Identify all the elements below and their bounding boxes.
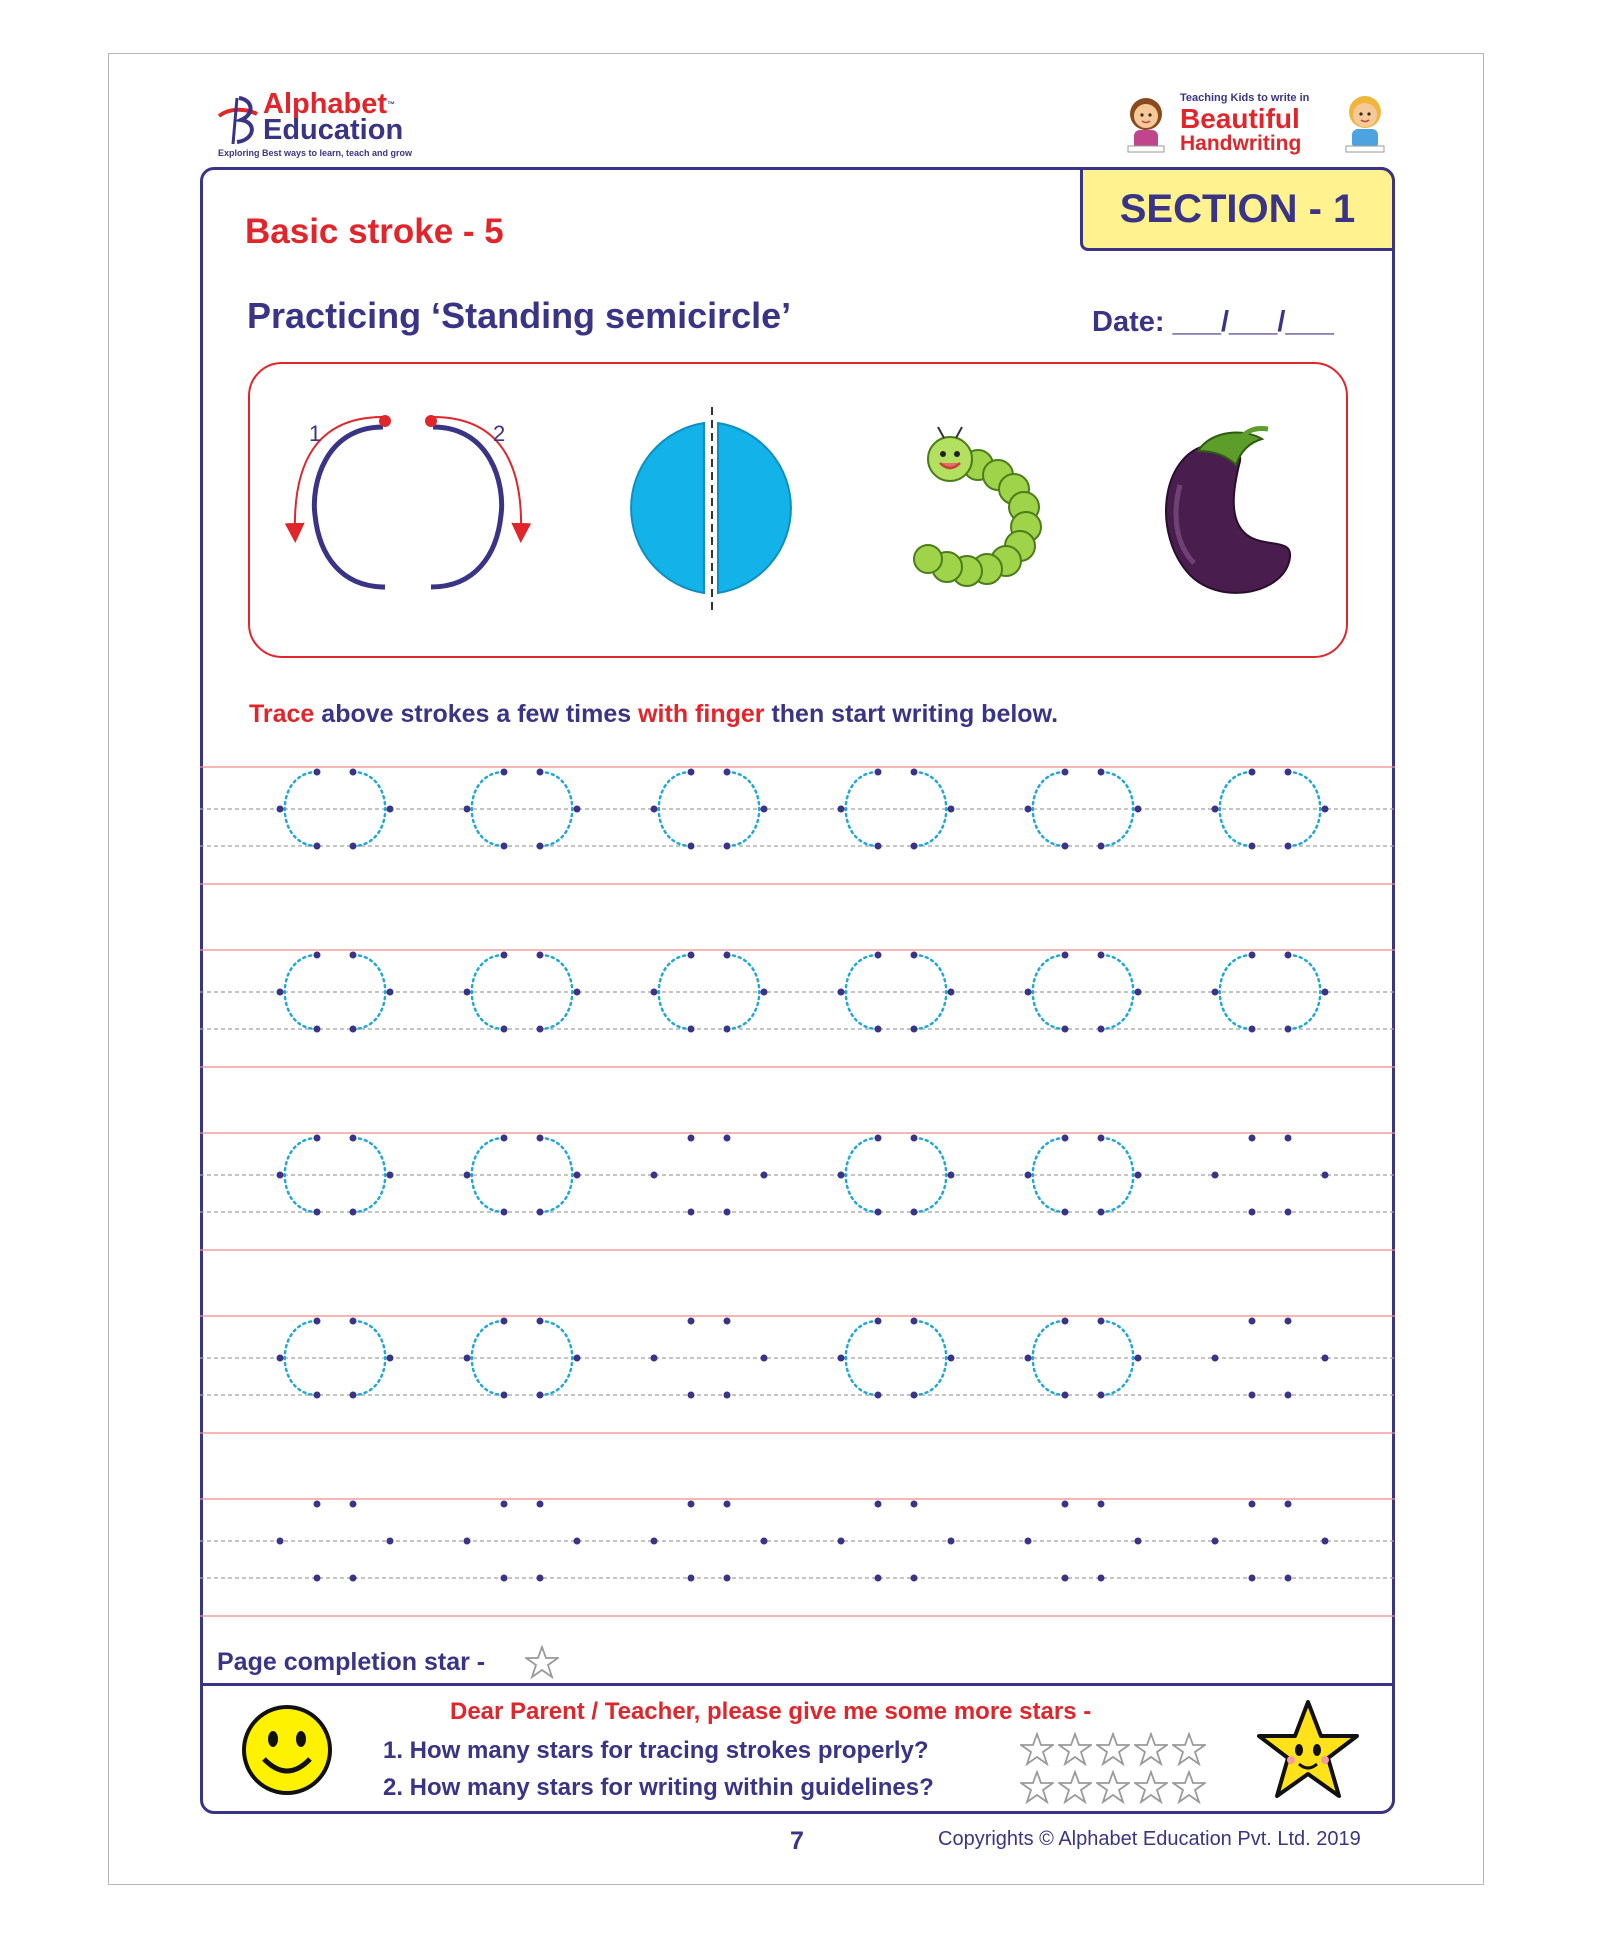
tagline-handwriting: Handwriting: [1180, 132, 1302, 155]
rating-star-icon[interactable]: [1134, 1732, 1168, 1766]
guide-dot: [1062, 1209, 1069, 1216]
guide-dot: [911, 1501, 918, 1508]
guide-dot: [688, 952, 695, 959]
logo-mark-icon: [215, 92, 267, 152]
guide-dot: [1062, 843, 1069, 850]
guide-dot: [875, 1026, 882, 1033]
guide-dot: [1062, 1135, 1069, 1142]
guide-dot: [1212, 989, 1219, 996]
guide-dot: [1249, 1318, 1256, 1325]
guide-dot: [1025, 1355, 1032, 1362]
question-2: 2. How many stars for writing within guidelines?: [383, 1774, 934, 1801]
page-completion-star-icon[interactable]: [525, 1645, 559, 1679]
rating-star-icon[interactable]: [1020, 1770, 1054, 1804]
guide-dot: [838, 1355, 845, 1362]
guide-dot: [501, 952, 508, 959]
instruction-end: then start writing below.: [764, 700, 1059, 728]
rating-star-icon[interactable]: [1134, 1770, 1168, 1804]
question-1: 1. How many stars for tracing strokes properly?: [383, 1737, 929, 1764]
guide-dot: [688, 1392, 695, 1399]
girl-icon: [1124, 94, 1168, 156]
guide-dot: [314, 843, 321, 850]
rating-stars-guidelines[interactable]: [1020, 1770, 1220, 1806]
guide-dot: [724, 1026, 731, 1033]
guide-dot: [911, 1575, 918, 1582]
guide-dot: [537, 1575, 544, 1582]
guide-dot: [1098, 769, 1105, 776]
guide-dot: [875, 1135, 882, 1142]
footer-divider: [200, 1683, 1395, 1686]
page-subtitle: Practicing ‘Standing semicircle’: [247, 295, 792, 336]
guide-dot: [1322, 989, 1329, 996]
guide-dot: [537, 1392, 544, 1399]
guide-dot: [464, 1172, 471, 1179]
guide-dot: [1249, 1135, 1256, 1142]
guide-dot: [651, 989, 658, 996]
guide-dot: [1062, 1392, 1069, 1399]
trademark: ™: [387, 100, 396, 109]
guide-dot: [1025, 1172, 1032, 1179]
guide-dot: [501, 1209, 508, 1216]
guide-dot: [1098, 1026, 1105, 1033]
guide-dot: [501, 1501, 508, 1508]
guide-dot: [537, 1318, 544, 1325]
guide-dot: [277, 806, 284, 813]
guide-dot: [1249, 1026, 1256, 1033]
guide-dot: [875, 952, 882, 959]
guide-dot: [1249, 1575, 1256, 1582]
guide-dot: [1098, 952, 1105, 959]
guide-dot: [911, 1209, 918, 1216]
guide-dot: [838, 806, 845, 813]
guide-dot: [1098, 843, 1105, 850]
brinjal-icon: [1150, 425, 1295, 600]
guide-dot: [314, 769, 321, 776]
guide-dot: [1285, 843, 1292, 850]
guide-dot: [875, 1501, 882, 1508]
guide-dot: [838, 1538, 845, 1545]
guide-dot: [1062, 1501, 1069, 1508]
guide-dot: [314, 1392, 321, 1399]
guide-dot: [911, 1392, 918, 1399]
guide-dot: [911, 952, 918, 959]
guide-dot: [464, 1355, 471, 1362]
split-circle-icon: [620, 405, 810, 615]
guide-dot: [387, 1355, 394, 1362]
guide-dot: [724, 1392, 731, 1399]
guide-dot: [838, 1172, 845, 1179]
guide-dot: [277, 1172, 284, 1179]
guide-dot: [1249, 1392, 1256, 1399]
stroke-number-2: 2: [493, 421, 506, 446]
guide-dot: [688, 1575, 695, 1582]
guide-dot: [911, 843, 918, 850]
guide-dot: [1285, 1392, 1292, 1399]
guide-dot: [1322, 1538, 1329, 1545]
parent-message: Dear Parent / Teacher, please give me some more stars -: [450, 1698, 1092, 1725]
copyright: Copyrights © Alphabet Education Pvt. Ltd. 2019: [938, 1828, 1361, 1850]
guide-dot: [350, 1135, 357, 1142]
guide-dot: [1285, 1501, 1292, 1508]
guide-dot: [1249, 1501, 1256, 1508]
tagline-beautiful: Beautiful: [1180, 103, 1300, 134]
guide-dot: [537, 952, 544, 959]
guide-dot: [1249, 1209, 1256, 1216]
guide-dot: [761, 1355, 768, 1362]
guide-dot: [350, 1575, 357, 1582]
guide-dot: [688, 1501, 695, 1508]
section-label: SECTION - 1: [1080, 167, 1395, 251]
guide-dot: [464, 989, 471, 996]
instruction-finger: with finger: [638, 700, 765, 728]
brand-line1: Alphabet: [263, 88, 388, 120]
guide-dot: [314, 1026, 321, 1033]
guide-dot: [387, 806, 394, 813]
guide-dot: [350, 1392, 357, 1399]
guide-dot: [651, 1172, 658, 1179]
guide-dot: [875, 1392, 882, 1399]
rating-star-icon[interactable]: [1096, 1732, 1130, 1766]
guide-dot: [574, 1355, 581, 1362]
guide-dot: [574, 1538, 581, 1545]
guide-dot: [761, 989, 768, 996]
guide-dot: [501, 769, 508, 776]
guide-dot: [350, 769, 357, 776]
guide-dot: [1062, 1318, 1069, 1325]
guide-dot: [875, 843, 882, 850]
stroke-title: Basic stroke - 5: [245, 212, 504, 251]
guide-dot: [1062, 769, 1069, 776]
guide-dot: [1285, 1135, 1292, 1142]
guide-dot: [1285, 952, 1292, 959]
rating-star-icon[interactable]: [1058, 1732, 1092, 1766]
guide-dot: [688, 1135, 695, 1142]
guide-dot: [688, 1026, 695, 1033]
guide-dot: [688, 1209, 695, 1216]
rating-star-icon[interactable]: [1058, 1770, 1092, 1804]
guide-dot: [277, 1538, 284, 1545]
guide-dot: [350, 1209, 357, 1216]
guide-dot: [948, 1355, 955, 1362]
guide-dot: [1098, 1318, 1105, 1325]
guide-dot: [838, 989, 845, 996]
guide-dot: [1098, 1501, 1105, 1508]
guide-dot: [350, 1026, 357, 1033]
guide-dot: [501, 1575, 508, 1582]
guide-dot: [1285, 1318, 1292, 1325]
page-number: 7: [790, 1827, 804, 1855]
instruction-middle: above strokes a few times: [314, 700, 639, 728]
instruction-trace: Trace: [249, 700, 315, 728]
guide-dot: [501, 1026, 508, 1033]
guide-dot: [464, 806, 471, 813]
rating-star-icon[interactable]: [1096, 1770, 1130, 1804]
guide-dot: [1062, 1026, 1069, 1033]
guide-dot: [1285, 1575, 1292, 1582]
rating-star-icon[interactable]: [1172, 1770, 1206, 1804]
guide-dot: [761, 1538, 768, 1545]
guide-dot: [314, 1575, 321, 1582]
guide-dot: [1098, 1392, 1105, 1399]
guide-dot: [688, 843, 695, 850]
guide-dot: [537, 1026, 544, 1033]
guide-dot: [537, 843, 544, 850]
guide-dot: [911, 1318, 918, 1325]
stroke-number-1: 1: [309, 421, 322, 446]
guide-dot: [761, 1172, 768, 1179]
guide-dot: [574, 989, 581, 996]
rating-stars-tracing[interactable]: [1020, 1732, 1220, 1768]
guide-dot: [1135, 1538, 1142, 1545]
guide-dot: [501, 843, 508, 850]
guide-dot: [350, 1501, 357, 1508]
guide-dot: [1135, 1172, 1142, 1179]
rating-star-icon[interactable]: [1172, 1732, 1206, 1766]
guide-dot: [875, 1575, 882, 1582]
guide-dot: [314, 952, 321, 959]
guide-dot: [1322, 1355, 1329, 1362]
guide-dot: [1212, 1538, 1219, 1545]
guide-dot: [537, 1209, 544, 1216]
guide-dot: [724, 1209, 731, 1216]
guide-dot: [688, 1318, 695, 1325]
guide-dot: [1249, 769, 1256, 776]
guide-dot: [875, 769, 882, 776]
guide-dot: [724, 769, 731, 776]
guide-dot: [1212, 806, 1219, 813]
smiling-star-icon: [1255, 1698, 1361, 1802]
guide-dot: [911, 1135, 918, 1142]
guide-dot: [350, 1318, 357, 1325]
date-field: Date: ___/___/___: [1092, 306, 1334, 338]
guide-dot: [724, 1318, 731, 1325]
guide-dot: [314, 1209, 321, 1216]
guide-dot: [277, 1355, 284, 1362]
guide-dot: [875, 1209, 882, 1216]
guide-dot: [1212, 1355, 1219, 1362]
guide-dot: [574, 806, 581, 813]
guide-dot: [537, 769, 544, 776]
guide-dot: [724, 952, 731, 959]
guide-dot: [1212, 1172, 1219, 1179]
guide-dot: [1285, 769, 1292, 776]
guide-dot: [387, 1538, 394, 1545]
guide-dot: [1135, 989, 1142, 996]
guide-dot: [724, 843, 731, 850]
guide-dot: [911, 1026, 918, 1033]
guide-dot: [314, 1501, 321, 1508]
guide-dot: [350, 952, 357, 959]
guide-dot: [1285, 1209, 1292, 1216]
guide-dot: [948, 989, 955, 996]
tagline-small: Teaching Kids to write in: [1180, 92, 1310, 104]
boy-icon: [1342, 92, 1388, 156]
guide-dot: [761, 806, 768, 813]
guide-dot: [1249, 843, 1256, 850]
caterpillar-icon: [900, 425, 1060, 605]
instruction-text: [249, 700, 1058, 729]
guide-dot: [1249, 952, 1256, 959]
guide-dot: [314, 1318, 321, 1325]
smiley-icon: [240, 1703, 334, 1797]
guide-dot: [724, 1501, 731, 1508]
guide-dot: [651, 1355, 658, 1362]
guide-dot: [651, 806, 658, 813]
guide-dot: [537, 1135, 544, 1142]
page-completion-label: Page completion star -: [217, 1648, 486, 1676]
beautiful-handwriting-logo: [1120, 88, 1390, 160]
guide-dot: [1098, 1135, 1105, 1142]
guide-dot: [1135, 806, 1142, 813]
guide-dot: [948, 1538, 955, 1545]
guide-dot: [948, 806, 955, 813]
guide-dot: [1062, 1575, 1069, 1582]
guide-dot: [1322, 806, 1329, 813]
guide-dot: [1025, 1538, 1032, 1545]
guide-dot: [277, 989, 284, 996]
brand-line2: Education: [263, 114, 404, 146]
guide-dot: [1322, 1172, 1329, 1179]
guide-dot: [464, 1538, 471, 1545]
guide-dot: [314, 1135, 321, 1142]
practice-area[interactable]: [200, 740, 1395, 1630]
guide-dot: [350, 843, 357, 850]
guide-dot: [1135, 1355, 1142, 1362]
guide-dot: [574, 1172, 581, 1179]
guide-dot: [651, 1538, 658, 1545]
stroke-diagram-icon: [285, 405, 540, 605]
guide-dot: [1098, 1209, 1105, 1216]
guide-dot: [724, 1135, 731, 1142]
guide-dot: [387, 1172, 394, 1179]
guide-dot: [1285, 1026, 1292, 1033]
brand-tagline: Exploring Best ways to learn, teach and grow: [218, 148, 413, 158]
guide-dot: [911, 769, 918, 776]
guide-dot: [1025, 989, 1032, 996]
guide-dot: [501, 1135, 508, 1142]
guide-dot: [875, 1318, 882, 1325]
guide-dot: [537, 1501, 544, 1508]
guide-dot: [387, 989, 394, 996]
guide-dot: [501, 1318, 508, 1325]
guide-dot: [501, 1392, 508, 1399]
guide-dot: [1098, 1575, 1105, 1582]
rating-star-icon[interactable]: [1020, 1732, 1054, 1766]
guide-dot: [724, 1575, 731, 1582]
guide-dot: [1025, 806, 1032, 813]
guide-dot: [948, 1172, 955, 1179]
guide-dot: [688, 769, 695, 776]
guide-dot: [1062, 952, 1069, 959]
